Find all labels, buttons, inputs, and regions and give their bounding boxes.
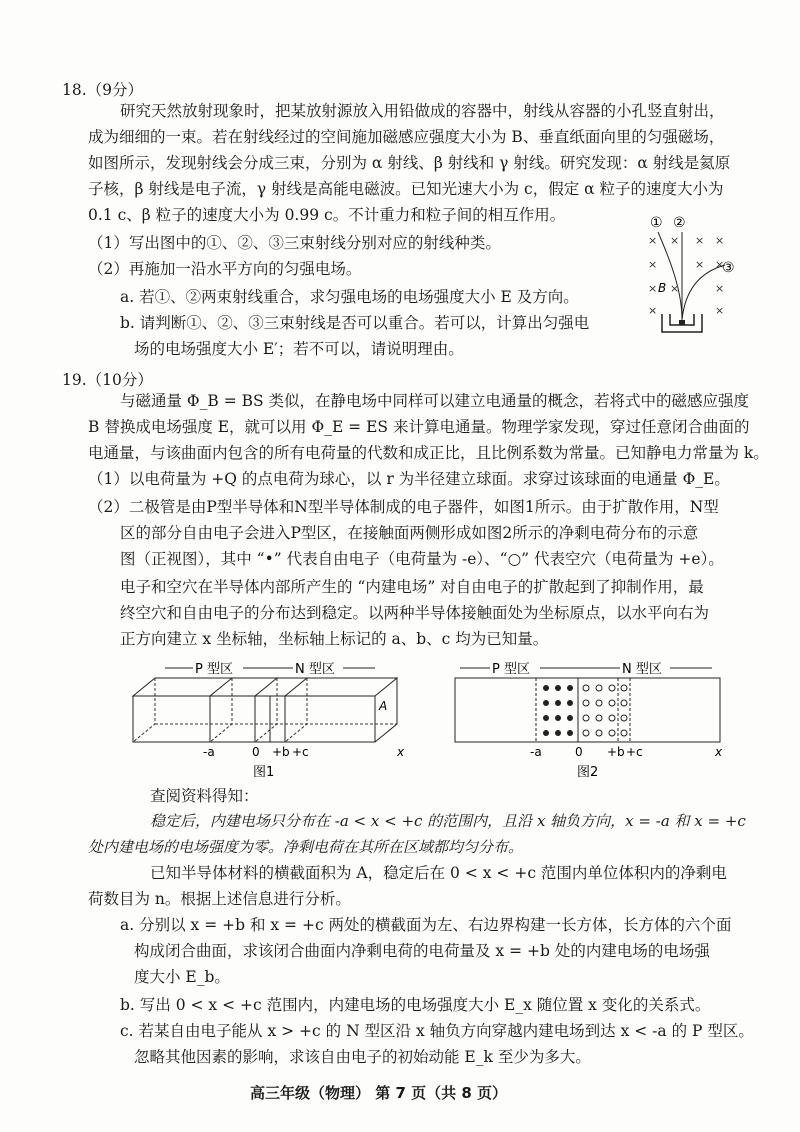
sub-c-line-2: 忽略其他因素的影响，求该自由电子的初始动能 E_k 至少为多大。 xyxy=(134,1048,591,1066)
research-lead: 查阅资料得知： xyxy=(150,787,259,805)
fig2-tick-c: +c xyxy=(626,745,643,759)
fig1-tick-a: -a xyxy=(203,745,215,759)
known-line-1: 已知半导体材料的横截面积为 A，稳定后在 0 < x < +c 范围内单位体积内的净剩电 xyxy=(150,864,727,882)
figure-2-caption: 图2 xyxy=(577,765,599,778)
svg-text:×: × xyxy=(648,282,658,295)
hole-circle xyxy=(583,685,589,691)
hole-circle xyxy=(621,730,627,736)
electron-dot xyxy=(555,685,561,691)
hole-circle xyxy=(596,730,602,736)
known-line-2: 荷数目为 n。根据上述信息进行分析。 xyxy=(88,890,351,908)
fig1-tick-b: +b xyxy=(272,745,290,759)
sub-b-line: b. 写出 0 < x < +c 范围内，内建电场的电场强度大小 E_x 随位置 x 变化的关系式。 xyxy=(120,996,711,1014)
beam-1-label: ① xyxy=(650,215,663,231)
fig2-p-label: P 型区 xyxy=(492,662,530,677)
research-line-2: 处内建电场的电场强度为零。净剩电荷在其所在区域都均匀分布。 xyxy=(88,838,524,856)
fig1-n-label: N 型区 xyxy=(295,662,335,677)
svg-text:×: × xyxy=(715,258,725,271)
fig1-p-label: P 型区 xyxy=(195,662,233,677)
sub-a-line-2: 构成闭合曲面，求该闭合曲面内净剩电荷的电荷量及 x = +b 处的内建电场的电场强 xyxy=(134,942,710,960)
magnetic-field-crosses xyxy=(648,234,724,317)
q19-line-2: B 替换成电场强度 E，就可以用 Φ_E = ES 来计算电通量。物理学家发现，穿过任意闭合曲面的 xyxy=(88,418,750,436)
q18-part-2a: a. 若①、②两束射线重合，求匀强电场的电场强度大小 E 及方向。 xyxy=(120,288,579,306)
figure-1 xyxy=(125,658,420,778)
q18-line-3: 如图所示，发现射线会分成三束，分别为 α 射线、β 射线和 γ 射线。研究发现：α 射线是氦原 xyxy=(88,154,731,172)
hole-circle xyxy=(596,700,602,706)
fig2-tick-0: 0 xyxy=(575,745,583,759)
fig2-holes xyxy=(583,685,627,736)
beam-2-label: ② xyxy=(673,215,686,231)
figure-2 xyxy=(450,658,730,778)
research-line-1: 稳定后，内建电场只分布在 -a < x < +c 的范围内，且沿 x 轴负方向，x = -a 和 x = +c xyxy=(150,812,746,830)
electron-dot xyxy=(567,685,573,691)
fig2-tick-b: +b xyxy=(607,745,625,759)
q19-part-2-l5: 终空穴和自由电子的分布达到稳定。以两种半导体接触面处为坐标原点，以水平向右为 xyxy=(120,604,710,622)
beam-3-label: ③ xyxy=(722,260,735,276)
source xyxy=(679,320,685,325)
hole-circle xyxy=(583,700,589,706)
fig2-n-label: N 型区 xyxy=(622,662,662,677)
hole-circle xyxy=(583,715,589,721)
sub-a-line-1: a. 分别以 x = +b 和 x = +c 两处的横截面为左、右边界构建一长方体，长方体的六个面 xyxy=(120,916,732,934)
electron-dot xyxy=(543,730,549,736)
field-b-label: B xyxy=(658,281,667,295)
fig1-tick-0: 0 xyxy=(252,745,260,759)
svg-text:×: × xyxy=(670,234,680,247)
fig1-area-label: A xyxy=(379,699,388,713)
hole-circle xyxy=(596,715,602,721)
q18-line-4: 子核，β 射线是电子流，γ 射线是高能电磁波。已知光速大小为 c，假定 α 粒子的速度大小为 xyxy=(88,180,724,198)
q19-part-2: （2）二极管是由P型半导体和N型半导体制成的电子器件，如图1所示。由于扩散作用，N型 xyxy=(88,498,719,516)
svg-text:×: × xyxy=(715,234,725,247)
electron-dot xyxy=(567,700,573,706)
page-footer: 高三年级（物理） 第 7 页（共 8 页） xyxy=(250,1084,507,1102)
svg-text:×: × xyxy=(648,234,658,247)
sub-a-line-3: 度大小 E_b。 xyxy=(134,968,230,986)
electron-dot xyxy=(555,700,561,706)
fig2-tick-a: -a xyxy=(530,745,542,759)
svg-text:×: × xyxy=(695,258,705,271)
q19-part-2-l2: 区的部分自由电子会进入P型区，在接触面两侧形成如图2所示的净剩电荷分布的示意 xyxy=(120,524,699,542)
sub-c-line-1: c. 若某自由电子能从 x > +c 的 N 型区沿 x 轴负方向穿越内建电场到达 x < -a 的 P 型区。 xyxy=(120,1022,754,1040)
svg-text:×: × xyxy=(715,304,725,317)
q19-part-1: （1）以电荷量为 +Q 的点电荷为球心，以 r 为半径建立球面。求穿过该球面的电通量 Φ_E。 xyxy=(88,470,730,488)
hole-circle xyxy=(583,730,589,736)
svg-text:×: × xyxy=(648,258,658,271)
hole-circle xyxy=(621,685,627,691)
q19-part-2-l3: 图（正视图），其中 “•” 代表自由电子（电荷量为 -e）、“○” 代表空穴（电荷量为 +e）。 xyxy=(120,550,724,568)
q18-part-2b-cont: 场的电场强度大小 E′；若不可以，请说明理由。 xyxy=(134,340,464,358)
fig2-axis: x xyxy=(715,745,723,759)
hole-circle xyxy=(621,700,627,706)
hole-circle xyxy=(609,730,615,736)
fig2-body xyxy=(455,678,720,742)
hole-circle xyxy=(609,685,615,691)
svg-text:×: × xyxy=(695,234,705,247)
hole-circle xyxy=(609,715,615,721)
q18-part-2: （2）再施加一沿水平方向的匀强电场。 xyxy=(88,260,362,278)
hole-circle xyxy=(609,700,615,706)
electron-dot xyxy=(543,685,549,691)
electron-dot xyxy=(567,715,573,721)
q19-line-3: 电通量，与该曲面内包含的所有电荷量的代数和成正比，且比例系数为常量。已知静电力常量为 k。 xyxy=(88,444,769,462)
q18-line-2: 成为细细的一束。若在射线经过的空间施加磁感应强度大小为 B、垂直纸面向里的匀强磁场， xyxy=(88,128,725,146)
fig1-tick-c: +c xyxy=(292,745,309,759)
svg-text:×: × xyxy=(715,282,725,295)
q18-line-5: 0.1 c、β 粒子的速度大小为 0.99 c。不计重力和粒子间的相互作用。 xyxy=(88,206,566,224)
electron-dot xyxy=(555,715,561,721)
electron-dot xyxy=(567,730,573,736)
q18-figure xyxy=(640,210,750,340)
q19-header: 19.（10分） xyxy=(62,371,153,389)
q18-part-1: （1）写出图中的①、②、③三束射线分别对应的射线种类。 xyxy=(88,234,501,252)
q19-line-1: 与磁通量 Φ_B = BS 类似，在静电场中同样可以建立电通量的概念，若将式中的磁感应强度 xyxy=(120,392,750,410)
fig2-electrons xyxy=(543,685,573,736)
q18-part-2b: b. 请判断①、②、③三束射线是否可以重合。若可以，计算出匀强电 xyxy=(120,314,590,332)
hole-circle xyxy=(596,685,602,691)
electron-dot xyxy=(555,730,561,736)
svg-text:×: × xyxy=(648,304,658,317)
q18-line-1: 研究天然放射现象时，把某放射源放入用铅做成的容器中，射线从容器的小孔竖直射出， xyxy=(120,102,725,120)
svg-text:×: × xyxy=(670,282,680,295)
electron-dot xyxy=(543,700,549,706)
fig1-axis: x xyxy=(397,745,405,759)
hole-circle xyxy=(621,715,627,721)
q18-header: 18.（9分） xyxy=(62,81,144,99)
q19-part-2-l6: 正方向建立 x 坐标轴，坐标轴上标记的 a、b、c 均为已知量。 xyxy=(120,630,549,648)
q19-part-2-l4: 电子和空穴在半导体内部所产生的 “内建电场” 对自由电子的扩散起到了抑制作用，最 xyxy=(120,578,704,596)
figure-1-caption: 图1 xyxy=(253,765,275,778)
electron-dot xyxy=(543,715,549,721)
